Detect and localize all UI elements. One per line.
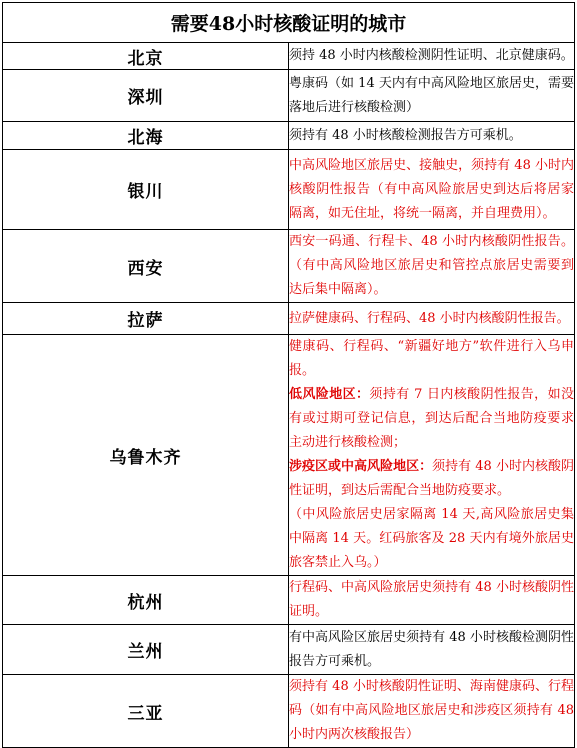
table-row	[3, 576, 575, 625]
city-requirements-table	[2, 2, 575, 748]
city-name: 乌鲁木齐	[3, 335, 289, 576]
table-row	[3, 335, 575, 576]
title-row	[3, 3, 575, 43]
mid-risk-text: 须持有 48 小时内核酸阴性证明，到达后需配合当地防疫要求。	[289, 459, 574, 498]
city-name: 兰州	[3, 625, 289, 675]
mid-risk-label: 涉疫区或中高风险地区：	[289, 459, 433, 474]
table-title: 需要48小时核酸证明的城市	[3, 3, 575, 43]
requirement-text: 须持 48 小时内核酸检测阴性证明、北京健康码。	[289, 43, 575, 70]
table-row	[3, 150, 575, 230]
city-name: 西安	[3, 230, 289, 303]
requirement-text: 行程码、中高风险旅居史须持有 48 小时核酸阴性证明。	[289, 576, 575, 625]
table-row	[3, 122, 575, 150]
table-row	[3, 230, 575, 303]
low-risk-text: 须持有 7 日内核酸阴性报告，如没有或过期可登记信息，到达后配合当地防疫要求主动进行核酸检测；	[289, 387, 574, 450]
requirement-text: 西安一码通、行程卡、48 小时内核酸阴性报告。（有中高风险地区旅居史和管控点旅居史需要到达后集中隔离）。	[289, 230, 575, 303]
requirement-text: 有中高风险区旅居史须持有 48 小时核酸检测阴性报告方可乘机。	[289, 625, 575, 675]
table-row	[3, 303, 575, 335]
city-name: 三亚	[3, 675, 289, 748]
urumqi-line-1: 健康码、行程码、“新疆好地方”软件进行入乌申报。	[289, 339, 574, 378]
urumqi-note: （中风险旅居史居家隔离 14 天,高风险旅居史集中隔离 14 天。红码旅客及 28 天内有境外旅居史旅客禁止入乌。）	[289, 507, 574, 570]
city-name: 深圳	[3, 70, 289, 122]
table-row	[3, 625, 575, 675]
city-name: 拉萨	[3, 303, 289, 335]
city-name: 杭州	[3, 576, 289, 625]
requirement-text: 粤康码（如 14 天内有中高风险地区旅居史，需要落地后进行核酸检测）	[289, 70, 575, 122]
table-row	[3, 43, 575, 70]
city-name: 银川	[3, 150, 289, 230]
city-name: 北海	[3, 122, 289, 150]
requirement-text: 须持有 48 小时核酸阴性证明、海南健康码、行程码（如有中高风险地区旅居史和涉疫区须持有 48 小时内两次核酸报告）	[289, 675, 575, 748]
table-row	[3, 675, 575, 748]
requirement-text	[289, 335, 575, 576]
low-risk-label: 低风险地区：	[289, 387, 370, 402]
urumqi-low-risk	[289, 383, 574, 455]
requirement-text: 须持有 48 小时核酸检测报告方可乘机。	[289, 122, 575, 150]
requirement-text: 中高风险地区旅居史、接触史，须持有 48 小时内核酸阴性报告（有中高风险旅居史到达后将居家隔离，如无住址，将统一隔离，并自理费用）。	[289, 150, 575, 230]
city-name: 北京	[3, 43, 289, 70]
urumqi-mid-risk	[289, 455, 574, 503]
requirement-text: 拉萨健康码、行程码、48 小时内核酸阴性报告。	[289, 303, 575, 335]
table-row	[3, 70, 575, 122]
